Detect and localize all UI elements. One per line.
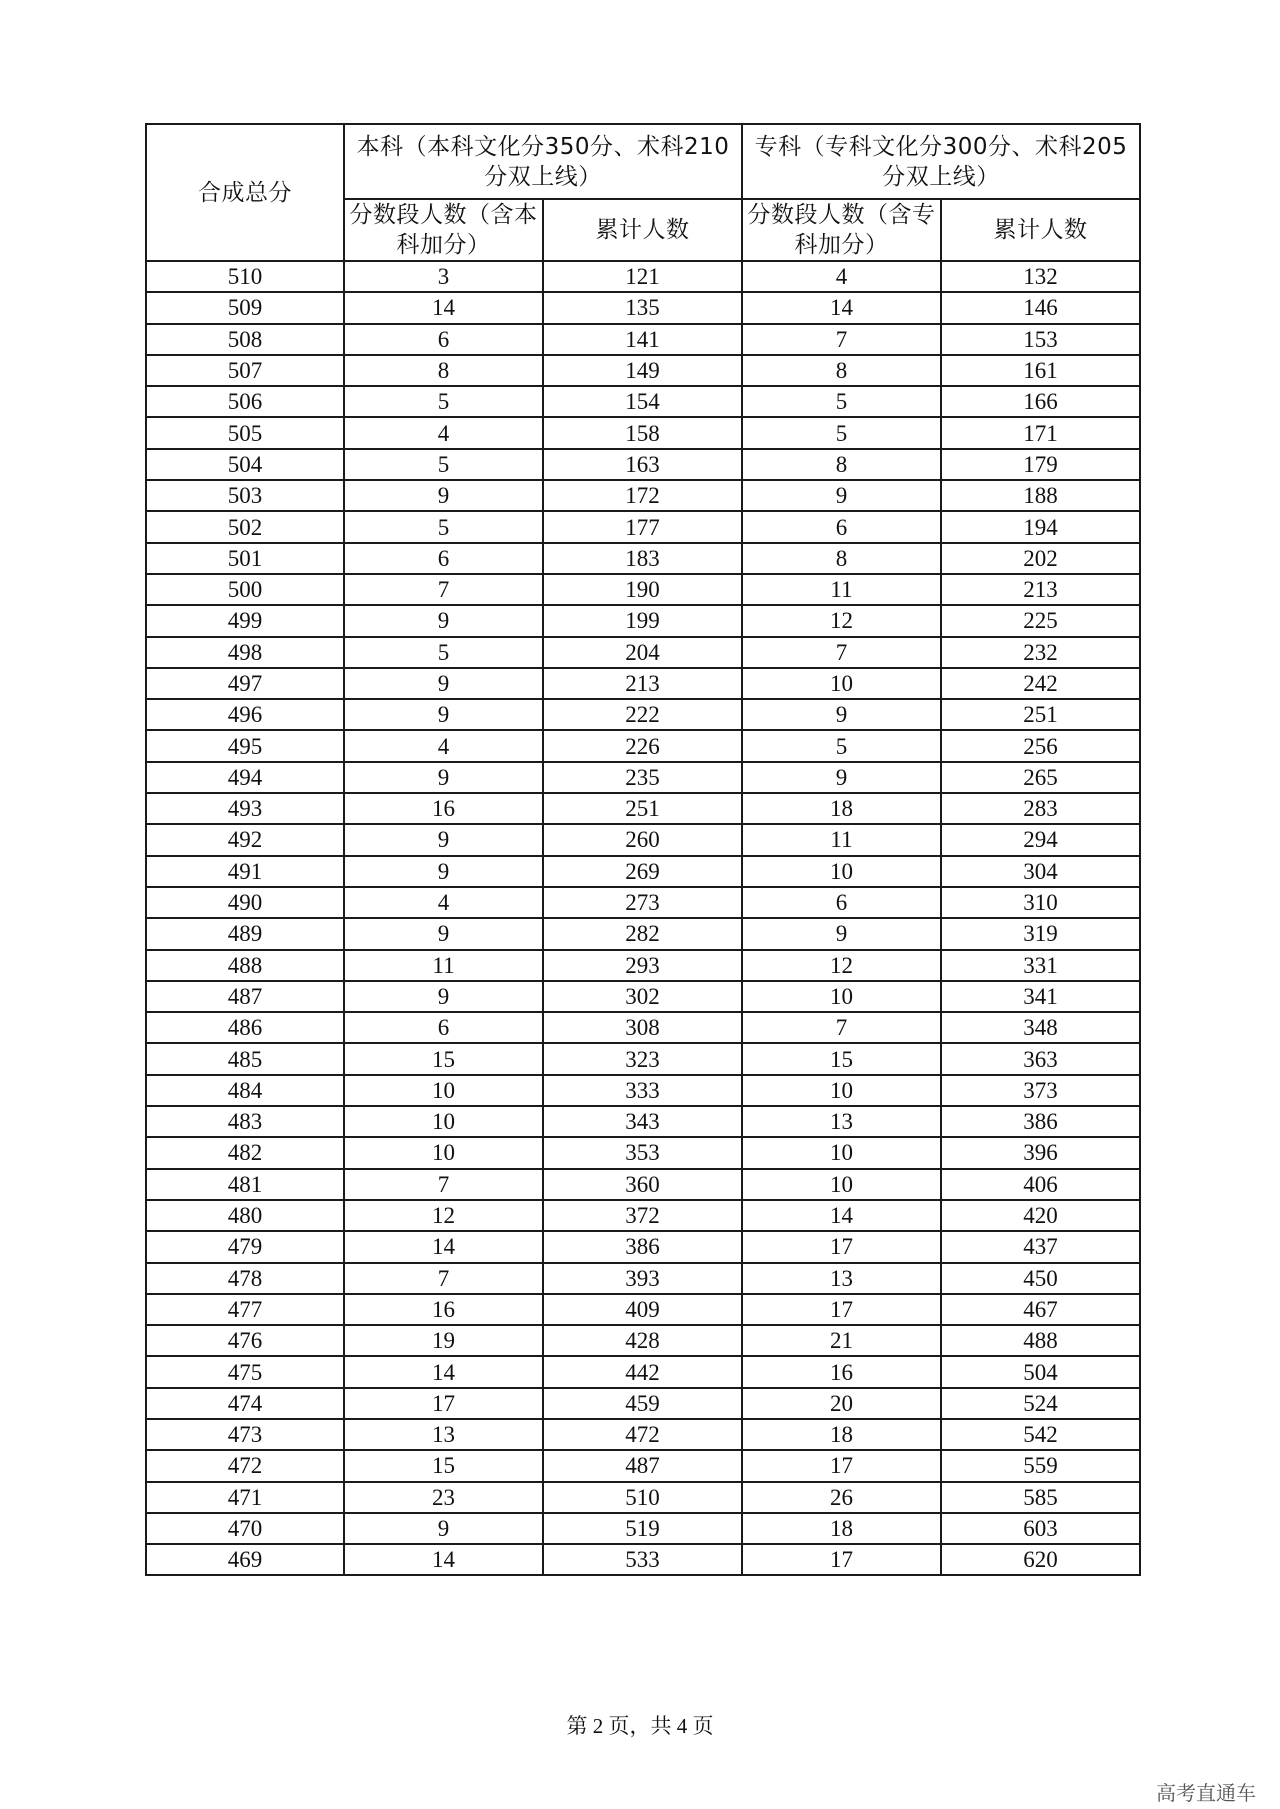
cell-benke-segment: 23 [344,1482,543,1513]
cell-zhuanke-cumulative: 396 [941,1137,1140,1168]
table-row [146,1544,1140,1575]
cell-benke-cumulative: 519 [543,1513,742,1544]
cell-benke-cumulative: 360 [543,1169,742,1200]
cell-total-score: 497 [146,668,344,699]
cell-zhuanke-cumulative: 363 [941,1043,1140,1074]
cell-total-score: 492 [146,824,344,855]
cell-zhuanke-segment: 12 [742,950,941,981]
table-row [146,1200,1140,1231]
cell-total-score: 508 [146,324,344,355]
cell-total-score: 486 [146,1012,344,1043]
cell-total-score: 503 [146,480,344,511]
cell-zhuanke-segment: 11 [742,824,941,855]
cell-zhuanke-cumulative: 146 [941,292,1140,323]
cell-benke-segment: 14 [344,1356,543,1387]
cell-total-score: 491 [146,856,344,887]
cell-benke-cumulative: 333 [543,1075,742,1106]
cell-benke-cumulative: 251 [543,793,742,824]
header-zhuanke-cumulative: 累计人数 [941,199,1140,261]
cell-benke-cumulative: 226 [543,730,742,761]
cell-zhuanke-cumulative: 620 [941,1544,1140,1575]
cell-total-score: 490 [146,887,344,918]
table-row [146,1388,1140,1419]
cell-zhuanke-segment: 8 [742,449,941,480]
table-row [146,1075,1140,1106]
header-zhuanke-segment: 分数段人数（含专科加分） [742,199,941,261]
cell-benke-segment: 5 [344,637,543,668]
table-row [146,1106,1140,1137]
cell-benke-cumulative: 282 [543,918,742,949]
cell-benke-segment: 17 [344,1388,543,1419]
cell-benke-cumulative: 459 [543,1388,742,1419]
cell-benke-segment: 4 [344,887,543,918]
cell-total-score: 484 [146,1075,344,1106]
table-row [146,668,1140,699]
score-distribution-table-wrapper [145,123,1138,1576]
cell-benke-cumulative: 141 [543,324,742,355]
cell-benke-cumulative: 260 [543,824,742,855]
cell-zhuanke-segment: 9 [742,918,941,949]
cell-benke-segment: 9 [344,981,543,1012]
cell-benke-cumulative: 222 [543,699,742,730]
cell-zhuanke-cumulative: 504 [941,1356,1140,1387]
cell-zhuanke-segment: 9 [742,762,941,793]
cell-total-score: 495 [146,730,344,761]
cell-total-score: 500 [146,574,344,605]
cell-zhuanke-segment: 10 [742,981,941,1012]
cell-benke-segment: 9 [344,480,543,511]
cell-total-score: 481 [146,1169,344,1200]
table-row [146,1450,1140,1481]
cell-benke-cumulative: 273 [543,887,742,918]
cell-zhuanke-segment: 10 [742,1169,941,1200]
table-row [146,480,1140,511]
cell-benke-cumulative: 269 [543,856,742,887]
table-row [146,762,1140,793]
cell-benke-segment: 10 [344,1106,543,1137]
cell-benke-segment: 4 [344,730,543,761]
header-total-score: 合成总分 [146,124,344,261]
cell-benke-segment: 10 [344,1075,543,1106]
table-row [146,574,1140,605]
cell-benke-segment: 9 [344,699,543,730]
table-row [146,1419,1140,1450]
cell-zhuanke-cumulative: 232 [941,637,1140,668]
table-row [146,887,1140,918]
cell-zhuanke-cumulative: 202 [941,543,1140,574]
table-row [146,1294,1140,1325]
cell-total-score: 504 [146,449,344,480]
cell-benke-segment: 6 [344,324,543,355]
header-benke-cumulative: 累计人数 [543,199,742,261]
cell-total-score: 475 [146,1356,344,1387]
cell-zhuanke-cumulative: 585 [941,1482,1140,1513]
cell-zhuanke-cumulative: 256 [941,730,1140,761]
cell-total-score: 494 [146,762,344,793]
table-row [146,292,1140,323]
cell-benke-segment: 11 [344,950,543,981]
table-row [146,950,1140,981]
cell-zhuanke-segment: 16 [742,1356,941,1387]
cell-zhuanke-segment: 17 [742,1231,941,1262]
table-row [146,605,1140,636]
cell-benke-segment: 9 [344,1513,543,1544]
cell-total-score: 507 [146,355,344,386]
table-body [146,261,1140,1575]
cell-total-score: 472 [146,1450,344,1481]
cell-benke-segment: 16 [344,793,543,824]
cell-benke-cumulative: 343 [543,1106,742,1137]
cell-benke-cumulative: 428 [543,1325,742,1356]
cell-zhuanke-cumulative: 310 [941,887,1140,918]
cell-zhuanke-segment: 5 [742,386,941,417]
table-row [146,1263,1140,1294]
cell-zhuanke-cumulative: 188 [941,480,1140,511]
table-row [146,1169,1140,1200]
cell-zhuanke-cumulative: 348 [941,1012,1140,1043]
cell-benke-segment: 12 [344,1200,543,1231]
cell-zhuanke-segment: 14 [742,1200,941,1231]
cell-total-score: 477 [146,1294,344,1325]
table-row [146,511,1140,542]
cell-total-score: 489 [146,918,344,949]
cell-total-score: 510 [146,261,344,292]
table-row [146,261,1140,292]
table-row [146,324,1140,355]
cell-zhuanke-segment: 9 [742,699,941,730]
cell-benke-segment: 7 [344,574,543,605]
table-row [146,637,1140,668]
cell-zhuanke-cumulative: 132 [941,261,1140,292]
cell-zhuanke-segment: 17 [742,1294,941,1325]
cell-benke-cumulative: 386 [543,1231,742,1262]
cell-total-score: 479 [146,1231,344,1262]
cell-total-score: 501 [146,543,344,574]
cell-benke-cumulative: 293 [543,950,742,981]
cell-benke-segment: 14 [344,1231,543,1262]
cell-zhuanke-cumulative: 319 [941,918,1140,949]
table-row [146,1043,1140,1074]
page-footer: 第 2 页，共 4 页 [566,1714,714,1738]
cell-total-score: 487 [146,981,344,1012]
header-benke-group: 本科（本科文化分350分、术科210分双上线） [344,124,742,199]
cell-zhuanke-cumulative: 153 [941,324,1140,355]
header-zhuanke-group: 专科（专科文化分300分、术科205分双上线） [742,124,1140,199]
cell-total-score: 488 [146,950,344,981]
cell-benke-segment: 13 [344,1419,543,1450]
cell-benke-segment: 9 [344,918,543,949]
cell-zhuanke-segment: 17 [742,1450,941,1481]
cell-total-score: 483 [146,1106,344,1137]
cell-zhuanke-cumulative: 213 [941,574,1140,605]
cell-benke-segment: 9 [344,668,543,699]
cell-zhuanke-cumulative: 420 [941,1200,1140,1231]
cell-zhuanke-cumulative: 488 [941,1325,1140,1356]
cell-zhuanke-segment: 6 [742,887,941,918]
cell-benke-cumulative: 172 [543,480,742,511]
table-row [146,1325,1140,1356]
table-row [146,543,1140,574]
cell-zhuanke-cumulative: 179 [941,449,1140,480]
cell-zhuanke-cumulative: 524 [941,1388,1140,1419]
cell-benke-segment: 6 [344,1012,543,1043]
cell-zhuanke-segment: 17 [742,1544,941,1575]
header-benke-segment: 分数段人数（含本科加分） [344,199,543,261]
cell-zhuanke-cumulative: 542 [941,1419,1140,1450]
cell-zhuanke-segment: 8 [742,355,941,386]
cell-zhuanke-segment: 10 [742,1075,941,1106]
cell-zhuanke-cumulative: 166 [941,386,1140,417]
cell-benke-cumulative: 302 [543,981,742,1012]
cell-zhuanke-segment: 21 [742,1325,941,1356]
cell-benke-cumulative: 235 [543,762,742,793]
cell-zhuanke-segment: 7 [742,637,941,668]
cell-benke-cumulative: 372 [543,1200,742,1231]
cell-benke-segment: 5 [344,386,543,417]
cell-benke-cumulative: 204 [543,637,742,668]
cell-benke-segment: 9 [344,762,543,793]
cell-total-score: 469 [146,1544,344,1575]
cell-zhuanke-segment: 7 [742,1012,941,1043]
cell-zhuanke-segment: 13 [742,1106,941,1137]
cell-total-score: 506 [146,386,344,417]
cell-zhuanke-cumulative: 265 [941,762,1140,793]
cell-benke-segment: 5 [344,511,543,542]
cell-total-score: 478 [146,1263,344,1294]
table-row [146,1137,1140,1168]
cell-benke-segment: 6 [344,543,543,574]
cell-zhuanke-cumulative: 251 [941,699,1140,730]
cell-total-score: 476 [146,1325,344,1356]
cell-total-score: 485 [146,1043,344,1074]
cell-zhuanke-segment: 10 [742,856,941,887]
cell-benke-segment: 14 [344,292,543,323]
cell-total-score: 473 [146,1419,344,1450]
cell-benke-cumulative: 487 [543,1450,742,1481]
cell-benke-cumulative: 213 [543,668,742,699]
table-row [146,793,1140,824]
cell-zhuanke-cumulative: 331 [941,950,1140,981]
cell-zhuanke-segment: 5 [742,417,941,448]
cell-total-score: 498 [146,637,344,668]
table-row [146,1012,1140,1043]
cell-zhuanke-segment: 5 [742,730,941,761]
cell-benke-segment: 5 [344,449,543,480]
table-row [146,730,1140,761]
cell-benke-cumulative: 393 [543,1263,742,1294]
table-row [146,355,1140,386]
cell-total-score: 471 [146,1482,344,1513]
table-row [146,824,1140,855]
cell-total-score: 509 [146,292,344,323]
table-row [146,699,1140,730]
cell-benke-cumulative: 409 [543,1294,742,1325]
cell-zhuanke-segment: 9 [742,480,941,511]
cell-zhuanke-segment: 18 [742,793,941,824]
table-row [146,1482,1140,1513]
cell-benke-cumulative: 121 [543,261,742,292]
cell-zhuanke-cumulative: 341 [941,981,1140,1012]
cell-total-score: 480 [146,1200,344,1231]
cell-benke-cumulative: 154 [543,386,742,417]
cell-benke-segment: 9 [344,824,543,855]
cell-benke-segment: 15 [344,1450,543,1481]
cell-total-score: 470 [146,1513,344,1544]
cell-benke-cumulative: 149 [543,355,742,386]
score-distribution-table [145,123,1141,1576]
cell-zhuanke-segment: 10 [742,668,941,699]
table-row [146,417,1140,448]
cell-zhuanke-cumulative: 450 [941,1263,1140,1294]
cell-benke-cumulative: 510 [543,1482,742,1513]
cell-benke-segment: 7 [344,1169,543,1200]
cell-benke-cumulative: 199 [543,605,742,636]
cell-zhuanke-segment: 4 [742,261,941,292]
cell-benke-segment: 4 [344,417,543,448]
cell-zhuanke-cumulative: 467 [941,1294,1140,1325]
cell-benke-cumulative: 177 [543,511,742,542]
cell-benke-segment: 8 [344,355,543,386]
cell-zhuanke-segment: 11 [742,574,941,605]
table-row [146,1513,1140,1544]
cell-zhuanke-segment: 15 [742,1043,941,1074]
cell-zhuanke-cumulative: 373 [941,1075,1140,1106]
cell-zhuanke-cumulative: 225 [941,605,1140,636]
cell-zhuanke-segment: 10 [742,1137,941,1168]
cell-total-score: 502 [146,511,344,542]
cell-zhuanke-segment: 7 [742,324,941,355]
cell-zhuanke-segment: 18 [742,1513,941,1544]
cell-benke-cumulative: 190 [543,574,742,605]
watermark-text: 高考直通车 [1156,1781,1256,1805]
cell-benke-cumulative: 442 [543,1356,742,1387]
cell-benke-cumulative: 158 [543,417,742,448]
cell-zhuanke-segment: 18 [742,1419,941,1450]
cell-zhuanke-cumulative: 294 [941,824,1140,855]
cell-benke-segment: 15 [344,1043,543,1074]
cell-zhuanke-cumulative: 171 [941,417,1140,448]
cell-benke-segment: 9 [344,856,543,887]
cell-benke-segment: 16 [344,1294,543,1325]
cell-benke-cumulative: 135 [543,292,742,323]
cell-total-score: 499 [146,605,344,636]
cell-zhuanke-cumulative: 559 [941,1450,1140,1481]
cell-benke-cumulative: 308 [543,1012,742,1043]
cell-zhuanke-cumulative: 437 [941,1231,1140,1262]
table-row [146,386,1140,417]
cell-benke-cumulative: 183 [543,543,742,574]
cell-benke-segment: 3 [344,261,543,292]
cell-benke-segment: 9 [344,605,543,636]
cell-zhuanke-segment: 26 [742,1482,941,1513]
cell-zhuanke-cumulative: 161 [941,355,1140,386]
cell-zhuanke-cumulative: 283 [941,793,1140,824]
cell-total-score: 496 [146,699,344,730]
cell-benke-cumulative: 163 [543,449,742,480]
cell-zhuanke-cumulative: 406 [941,1169,1140,1200]
table-row [146,1231,1140,1262]
cell-total-score: 493 [146,793,344,824]
cell-zhuanke-cumulative: 242 [941,668,1140,699]
cell-benke-cumulative: 323 [543,1043,742,1074]
table-row [146,1356,1140,1387]
table-row [146,981,1140,1012]
cell-zhuanke-cumulative: 603 [941,1513,1140,1544]
cell-total-score: 482 [146,1137,344,1168]
cell-benke-cumulative: 533 [543,1544,742,1575]
cell-benke-segment: 7 [344,1263,543,1294]
cell-benke-cumulative: 472 [543,1419,742,1450]
cell-zhuanke-segment: 12 [742,605,941,636]
cell-zhuanke-segment: 13 [742,1263,941,1294]
table-row [146,856,1140,887]
table-row [146,918,1140,949]
cell-benke-cumulative: 353 [543,1137,742,1168]
table-row [146,449,1140,480]
cell-zhuanke-cumulative: 194 [941,511,1140,542]
cell-zhuanke-segment: 8 [742,543,941,574]
cell-total-score: 505 [146,417,344,448]
cell-benke-segment: 14 [344,1544,543,1575]
cell-zhuanke-segment: 20 [742,1388,941,1419]
cell-zhuanke-segment: 6 [742,511,941,542]
cell-zhuanke-segment: 14 [742,292,941,323]
cell-benke-segment: 10 [344,1137,543,1168]
cell-zhuanke-cumulative: 304 [941,856,1140,887]
cell-benke-segment: 19 [344,1325,543,1356]
cell-total-score: 474 [146,1388,344,1419]
cell-zhuanke-cumulative: 386 [941,1106,1140,1137]
